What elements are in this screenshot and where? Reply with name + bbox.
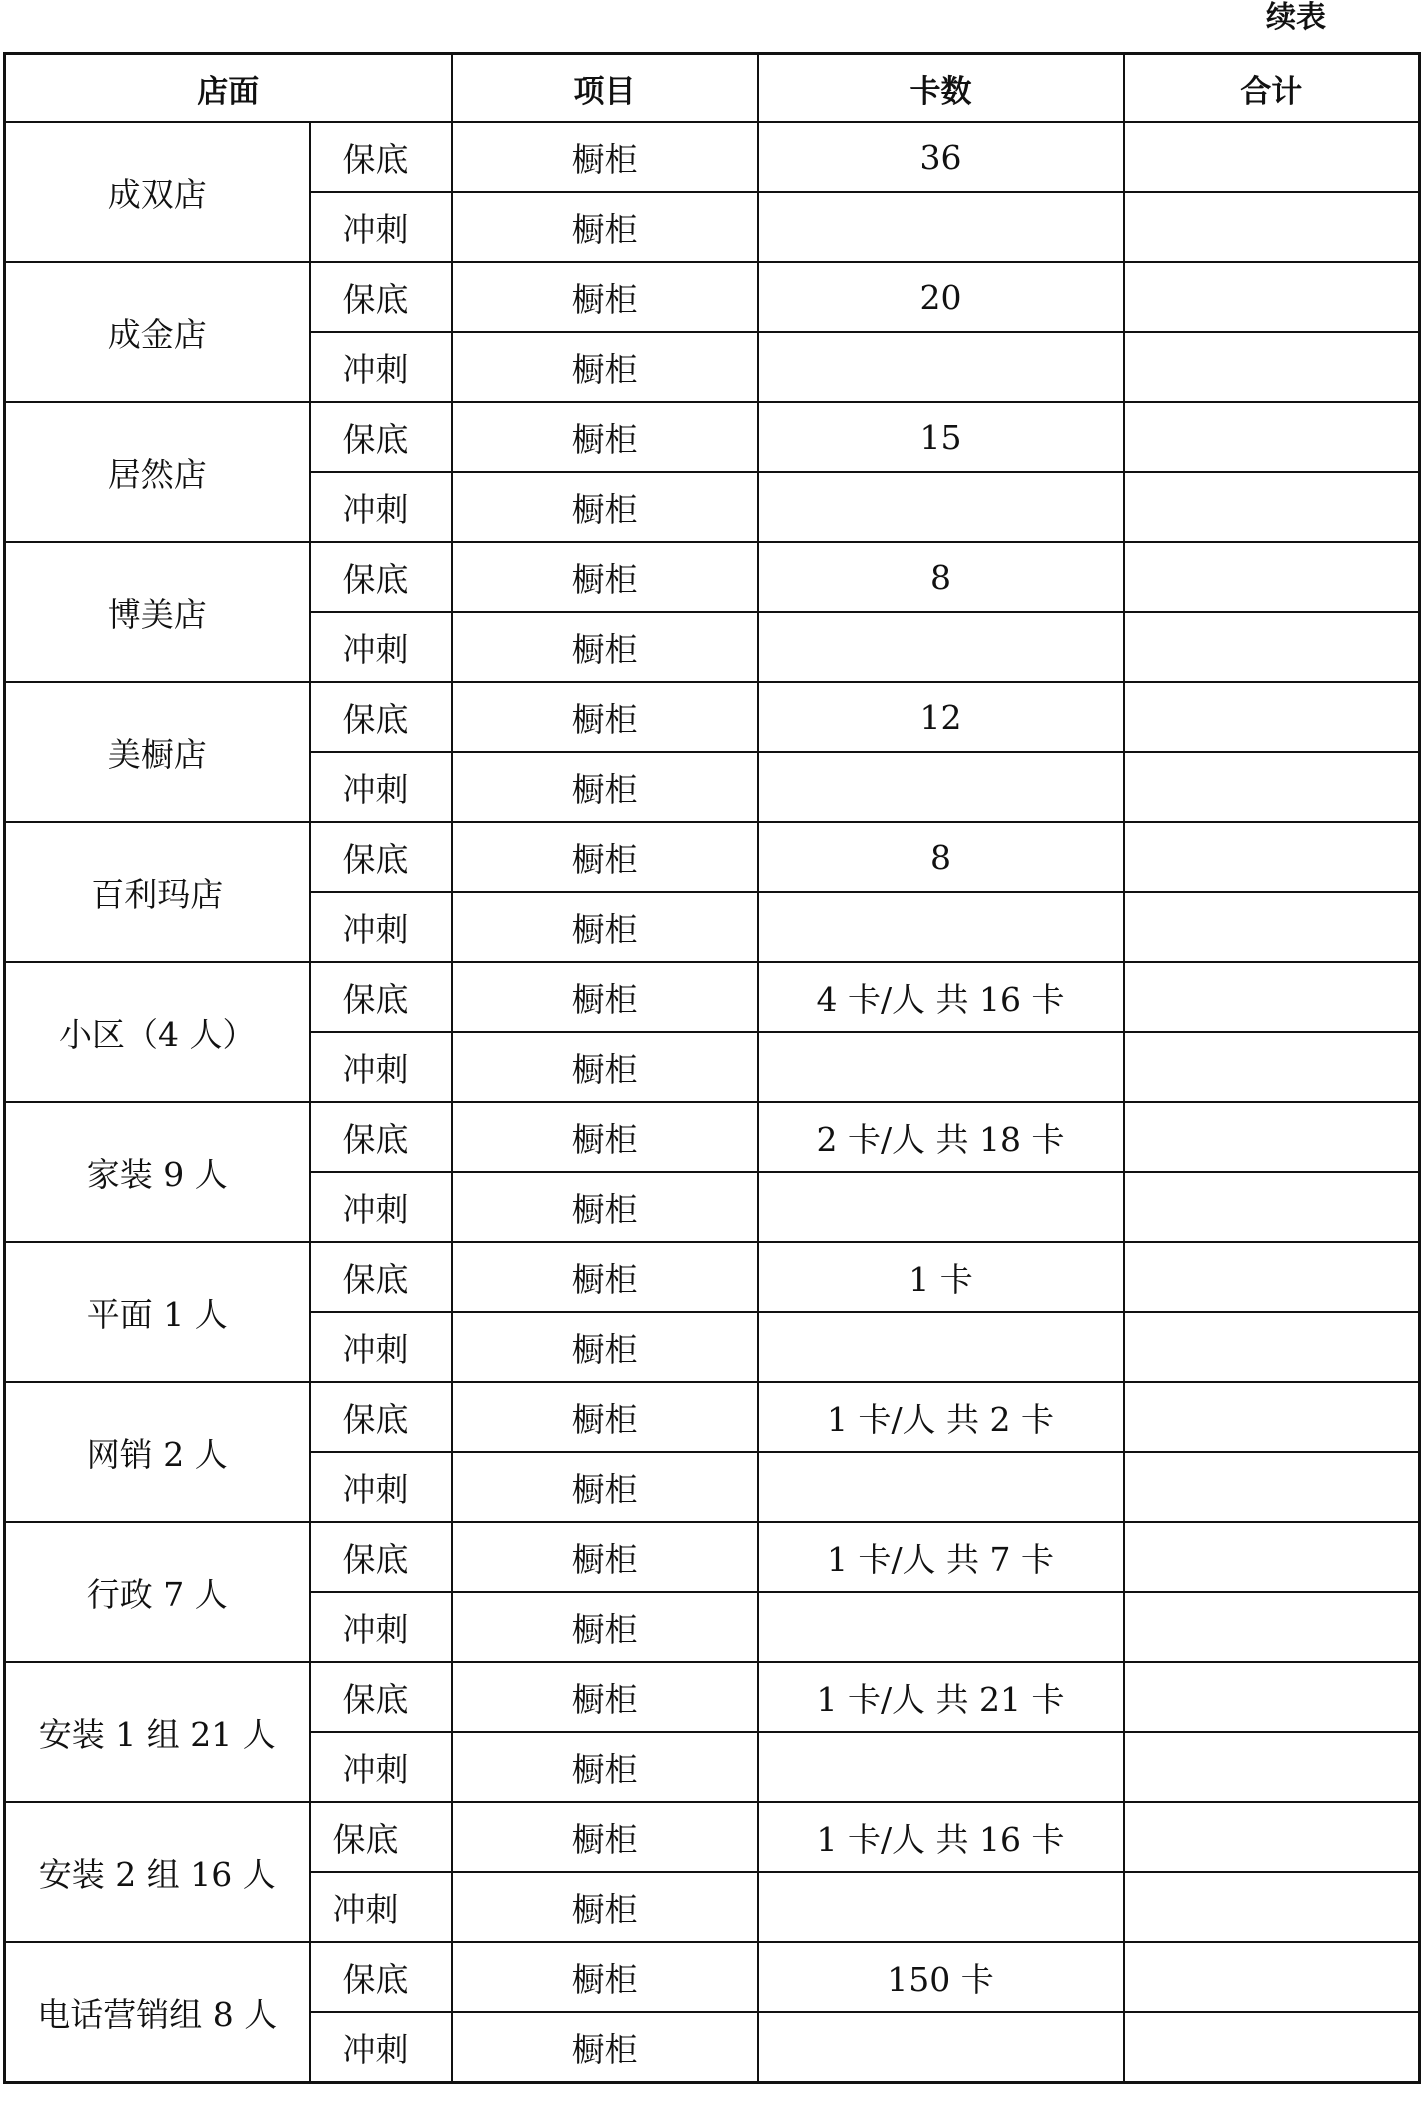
cards-cell: 1 卡/人 共 7 卡: [758, 1522, 1124, 1592]
cards-cell: 15: [758, 402, 1124, 472]
card-target-table: [3, 52, 1421, 2084]
item-cell: 橱柜: [452, 332, 758, 402]
cards-cell: [758, 1452, 1124, 1522]
total-cell: [1124, 332, 1420, 402]
store-name: 安装 1 组 21 人: [5, 1662, 310, 1802]
cards-cell: 8: [758, 822, 1124, 892]
header-item: 项目: [452, 54, 758, 123]
item-cell: 橱柜: [452, 542, 758, 612]
base-label: 保底: [310, 1382, 452, 1452]
base-label: 保底: [310, 962, 452, 1032]
store-name: 成金店: [5, 262, 310, 402]
table-row: [5, 962, 1420, 1032]
sprint-label: 冲刺: [310, 1312, 452, 1382]
item-cell: 橱柜: [452, 1032, 758, 1102]
cards-cell: 1 卡/人 共 16 卡: [758, 1802, 1124, 1872]
item-cell: 橱柜: [452, 892, 758, 962]
total-cell: [1124, 1102, 1420, 1172]
item-cell: 橱柜: [452, 122, 758, 192]
item-cell: 橱柜: [452, 1662, 758, 1732]
sprint-label: 冲刺: [310, 892, 452, 962]
sprint-label: 冲刺: [310, 1592, 452, 1662]
total-cell: [1124, 192, 1420, 262]
base-label: 保底: [310, 1942, 452, 2012]
cards-cell: [758, 1312, 1124, 1382]
table-row: [5, 1102, 1420, 1172]
item-cell: 橱柜: [452, 192, 758, 262]
base-label: 保底: [310, 1522, 452, 1592]
table-body: [5, 122, 1420, 2083]
total-cell: [1124, 1662, 1420, 1732]
store-name: 成双店: [5, 122, 310, 262]
sprint-label: 冲刺: [310, 752, 452, 822]
sprint-label: 冲刺: [310, 1032, 452, 1102]
total-cell: [1124, 1172, 1420, 1242]
sprint-label: 冲刺: [310, 1732, 452, 1802]
total-cell: [1124, 1032, 1420, 1102]
store-name: 网销 2 人: [5, 1382, 310, 1522]
table-row: [5, 402, 1420, 472]
item-cell: 橱柜: [452, 262, 758, 332]
total-cell: [1124, 472, 1420, 542]
total-cell: [1124, 262, 1420, 332]
cards-cell: [758, 612, 1124, 682]
cards-cell: 8: [758, 542, 1124, 612]
cards-cell: [758, 892, 1124, 962]
cards-cell: [758, 1172, 1124, 1242]
item-cell: 橱柜: [452, 1382, 758, 1452]
table-row: [5, 1522, 1420, 1592]
item-cell: 橱柜: [452, 2012, 758, 2083]
sprint-label: 冲刺: [310, 612, 452, 682]
table-row: [5, 1662, 1420, 1732]
header-cards: 卡数: [758, 54, 1124, 123]
table-header-row: [5, 54, 1420, 123]
table-row: [5, 682, 1420, 752]
cards-cell: 36: [758, 122, 1124, 192]
store-name: 安装 2 组 16 人: [5, 1802, 310, 1942]
store-name: 美橱店: [5, 682, 310, 822]
table-caption: 续表: [1266, 0, 1326, 35]
store-name: 小区（4 人）: [5, 962, 310, 1102]
header-store: 店面: [5, 54, 452, 123]
total-cell: [1124, 1312, 1420, 1382]
cards-cell: 2 卡/人 共 18 卡: [758, 1102, 1124, 1172]
store-name: 百利玛店: [5, 822, 310, 962]
cards-cell: [758, 472, 1124, 542]
item-cell: 橱柜: [452, 402, 758, 472]
sprint-label: 冲刺: [310, 192, 452, 262]
base-label: 保底: [310, 682, 452, 752]
base-label: 保底: [310, 822, 452, 892]
total-cell: [1124, 892, 1420, 962]
cards-cell: 1 卡/人 共 2 卡: [758, 1382, 1124, 1452]
cards-cell: [758, 1592, 1124, 1662]
item-cell: 橱柜: [452, 962, 758, 1032]
item-cell: 橱柜: [452, 1732, 758, 1802]
table-row: [5, 1382, 1420, 1452]
cards-cell: [758, 752, 1124, 822]
base-label: 保底: [310, 1242, 452, 1312]
base-label: 保底: [310, 402, 452, 472]
cards-cell: [758, 192, 1124, 262]
base-label: 保底: [310, 1662, 452, 1732]
item-cell: 橱柜: [452, 472, 758, 542]
table-row: [5, 542, 1420, 612]
total-cell: [1124, 752, 1420, 822]
cards-cell: [758, 1732, 1124, 1802]
store-name: 博美店: [5, 542, 310, 682]
item-cell: 橱柜: [452, 1452, 758, 1522]
store-name: 居然店: [5, 402, 310, 542]
item-cell: 橱柜: [452, 1802, 758, 1872]
table-row: [5, 1242, 1420, 1312]
table-row: [5, 262, 1420, 332]
total-cell: [1124, 1732, 1420, 1802]
table-row: [5, 122, 1420, 192]
table-row: [5, 1942, 1420, 2012]
item-cell: 橱柜: [452, 682, 758, 752]
total-cell: [1124, 1382, 1420, 1452]
total-cell: [1124, 962, 1420, 1032]
total-cell: [1124, 682, 1420, 752]
base-label: 保底: [310, 1802, 452, 1872]
item-cell: 橱柜: [452, 1942, 758, 2012]
item-cell: 橱柜: [452, 1522, 758, 1592]
cards-cell: [758, 2012, 1124, 2083]
base-label: 保底: [310, 542, 452, 612]
sprint-label: 冲刺: [310, 332, 452, 402]
total-cell: [1124, 542, 1420, 612]
cards-cell: 150 卡: [758, 1942, 1124, 2012]
total-cell: [1124, 1872, 1420, 1942]
cards-cell: [758, 1032, 1124, 1102]
sprint-label: 冲刺: [310, 472, 452, 542]
total-cell: [1124, 1242, 1420, 1312]
store-name: 平面 1 人: [5, 1242, 310, 1382]
item-cell: 橱柜: [452, 822, 758, 892]
cards-cell: [758, 332, 1124, 402]
total-cell: [1124, 612, 1420, 682]
cards-cell: 1 卡/人 共 21 卡: [758, 1662, 1124, 1732]
total-cell: [1124, 1942, 1420, 2012]
sprint-label: 冲刺: [310, 1172, 452, 1242]
item-cell: 橱柜: [452, 1172, 758, 1242]
total-cell: [1124, 402, 1420, 472]
total-cell: [1124, 1592, 1420, 1662]
header-total: 合计: [1124, 54, 1420, 123]
base-label: 保底: [310, 262, 452, 332]
item-cell: 橱柜: [452, 752, 758, 822]
store-name: 行政 7 人: [5, 1522, 310, 1662]
item-cell: 橱柜: [452, 1242, 758, 1312]
sprint-label: 冲刺: [310, 1872, 452, 1942]
sprint-label: 冲刺: [310, 2012, 452, 2083]
store-name: 家装 9 人: [5, 1102, 310, 1242]
total-cell: [1124, 1802, 1420, 1872]
total-cell: [1124, 122, 1420, 192]
item-cell: 橱柜: [452, 1872, 758, 1942]
base-label: 保底: [310, 1102, 452, 1172]
table-row: [5, 1802, 1420, 1872]
total-cell: [1124, 1452, 1420, 1522]
cards-cell: 12: [758, 682, 1124, 752]
cards-cell: 4 卡/人 共 16 卡: [758, 962, 1124, 1032]
table-row: [5, 822, 1420, 892]
total-cell: [1124, 1522, 1420, 1592]
item-cell: 橱柜: [452, 1592, 758, 1662]
base-label: 保底: [310, 122, 452, 192]
cards-cell: 20: [758, 262, 1124, 332]
cards-cell: 1 卡: [758, 1242, 1124, 1312]
item-cell: 橱柜: [452, 1102, 758, 1172]
store-name: 电话营销组 8 人: [5, 1942, 310, 2083]
total-cell: [1124, 2012, 1420, 2083]
total-cell: [1124, 822, 1420, 892]
sprint-label: 冲刺: [310, 1452, 452, 1522]
cards-cell: [758, 1872, 1124, 1942]
item-cell: 橱柜: [452, 1312, 758, 1382]
item-cell: 橱柜: [452, 612, 758, 682]
